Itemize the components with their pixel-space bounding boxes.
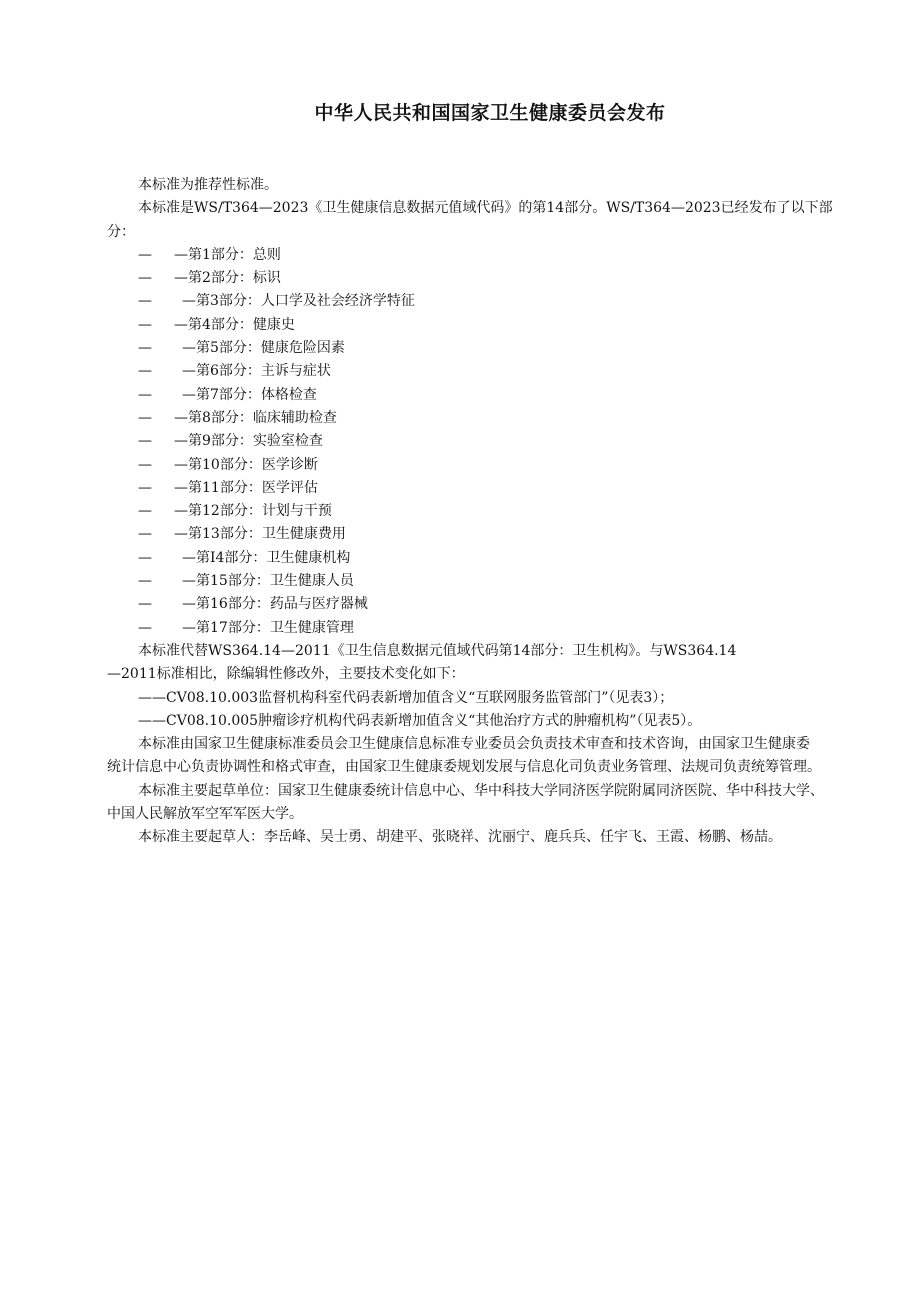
list-item: — —第3部分：人口学及社会经济学特征 <box>138 293 415 310</box>
part-of-statement-line1: 本标准是WS/T364—2023《卫生健康信息数据元值域代码》的第14部分。WS/T364—2023已经发布了以下部 <box>138 200 833 217</box>
proposal-statement-line2: 统计信息中心负责协调性和格式审查，由国家卫生健康委规划发展与信息化司负责业务管理、法规司负责统筹管理。 <box>107 759 821 776</box>
list-item: — —第5部分：健康危险因素 <box>138 340 345 357</box>
drafting-units-line1: 本标准主要起草单位：国家卫生健康委统计信息中心、华中科技大学同济医学院附属同济医院、华中科技大学、 <box>138 782 824 799</box>
page-title: 中华人民共和国国家卫生健康委员会发布 <box>314 102 666 124</box>
foreword-body <box>107 174 882 850</box>
list-item: — —第7部分：体格检查 <box>138 386 317 403</box>
list-item: — —第15部分：卫生健康人员 <box>138 573 354 590</box>
list-item: — —第9部分：实验室检查 <box>138 433 323 450</box>
list-item: — —第1部分：总则 <box>138 246 281 263</box>
list-item: — —第16部分：药品与医疗器械 <box>138 596 368 613</box>
list-item: — —第10部分：医学诊断 <box>138 456 318 473</box>
drafting-units-line2: 中国人民解放军空军军医大学。 <box>107 806 303 823</box>
recommend-statement: 本标准为推荐性标准。 <box>138 177 278 193</box>
list-item: — —第8部分：临床辅助检查 <box>138 409 337 426</box>
proposal-statement-line1: 本标准由国家卫生健康标准委员会卫生健康信息标准专业委员会负责技术审查和技术咨询，由国家卫生健康委 <box>138 736 810 753</box>
replace-statement-line1: 本标准代替WS364.14—2011《卫生信息数据元值域代码第14部分：卫生机构》。与WS364.14 <box>138 642 737 659</box>
technical-change-2: ——CV08.10.005肿瘤诊疗机构代码表新增加值含义“其他治疗方式的肿瘤机构”（见表5）。 <box>138 712 702 729</box>
list-item: — —第2部分：标识 <box>138 270 281 287</box>
parts-list <box>107 244 882 640</box>
part-of-statement-line2: 分： <box>107 223 135 240</box>
replace-statement-line2: —2011标准相比，除编辑性修改外，主要技术变化如下： <box>107 666 465 683</box>
drafters-statement: 本标准主要起草人：李岳峰、吴士勇、胡建平、张晓祥、沈丽宁、鹿兵兵、任宇飞、王霞、杨鹏、杨喆。 <box>138 829 782 846</box>
list-item: — —第I4部分：卫生健康机构 <box>138 549 351 566</box>
list-item: — —第11部分：医学评估 <box>138 479 318 496</box>
list-item: — —第6部分：主诉与症状 <box>138 363 331 380</box>
list-item: — —第13部分：卫生健康费用 <box>138 526 346 543</box>
list-item: — —第17部分：卫生健康管理 <box>138 619 354 636</box>
list-item: — —第4部分：健康史 <box>138 316 295 333</box>
list-item: — —第12部分：计划与干预 <box>138 503 332 520</box>
technical-change-1: ——CV08.10.003监督机构科室代码表新增加值含义“互联网服务监管部门”（见表3）； <box>138 689 674 706</box>
